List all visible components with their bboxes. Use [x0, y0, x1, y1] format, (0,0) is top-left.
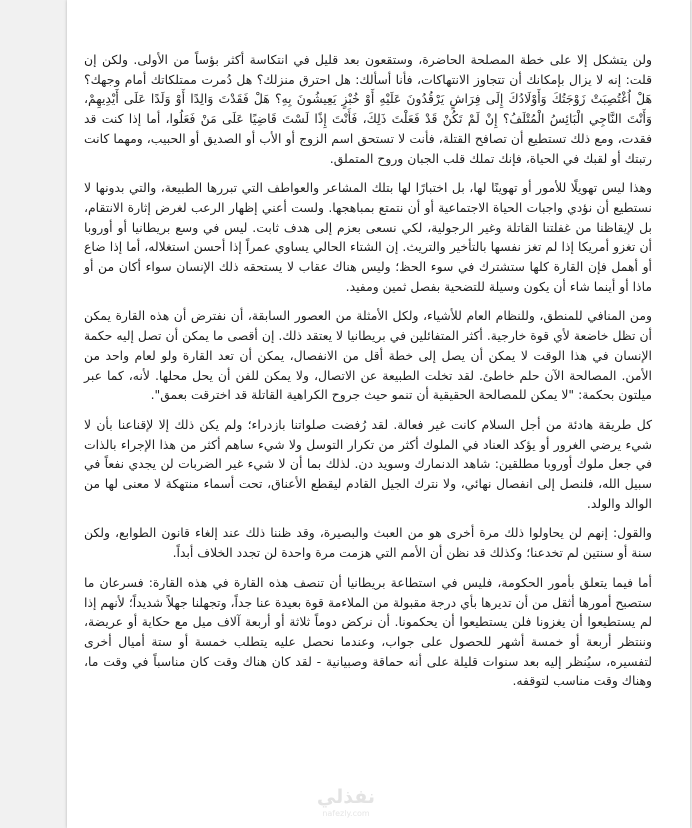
document-body	[84, 50, 652, 701]
watermark-logo: نفذلي	[316, 786, 376, 808]
paragraph: ومن المنافي للمنطق، وللنظام العام للأشياء، ولكل الأمثلة من العصور السابقة، أن نفترض أن هذه القارة يمكن أن تظل خاضعة لأي قوة خارجية. أكثر المتفائلين في بريطانيا لا يعتقد ذلك. إن أقصى ما يمكن أن تصل إليه حكمة الإنسان في هذا الوقت لا يمكن أن يصل إلى خطة أقل من الانفصال، يمكن أن تعد القارة ولو لعام واحد من الأمن. المصالحة الآن حلم خاطئ. لقد تخلت الطبيعة عن الاتصال، ولا يمكن للفن أن يحل محلها. لأنه، كما عبر ميلتون بحكمة: "لا يمكن للمصالحة الحقيقية أن تنمو حيث جروح الكراهية القاتلة قد اخترقت بعمق".	[84, 308, 652, 403]
paragraph: والقول: إنهم لن يحاولوا ذلك مرة أخرى هو من العبث والبصيرة، وقد ظننا ذلك عند إلغاء قانون الطوابع، ولكن سنة أو سنتين لم تخدعنا؛ وكذلك قد نظن أن الأمم التي هزمت مرة واحدة لن تجدد الخلاف أبداً.	[84, 525, 652, 561]
paragraph: كل طريقة هادئة من أجل السلام كانت غير فعالة. لقد رُفضت صلواتنا بازدراء؛ ولم يكن ذلك إلا لإقناعنا بأن لا شيء يرضي الغرور أو يؤكد العناد في الملوك أكثر من تكرار التوسل ولا شيء ساهم أكثر من هذا الإجراء بالذات في جعل ملوك أوروبا مطلقين: شاهد الدنمارك وسويد دن. لذلك بما أن لا شيء غير الضربات لن يجدي نفعاً في سبيل الله، فلنصل إلى انفصال نهائي، ولا نترك الجيل القادم ليقطع الأعناق، تحت أسماء منتهكة لا معنى لها من الوالد والولد.	[84, 416, 652, 511]
paragraph: وهذا ليس تهويلًا للأمور أو تهوينًا لها، بل اختبارًا لها بتلك المشاعر والعواطف التي تبررها الطبيعة، والتي بدونها لا نستطيع أن نؤدي واجبات الحياة الاجتماعية أو أن نتمتع بمباهجها. ولست أعني إظهار الرعب لغرض إثارة الانتقام، بل لإيقاظنا من غفلتنا القاتلة وغير الرجولية، لكي نسعى بعزم إلى هدف ثابت. ليس في وسع بريطانيا أو أوروبا أن تغزو أمريكا إذا لم تغز نفسها بالتأخير والتريث. إن الشتاء الحالي يساوي عمراً إذا أحسن استغلاله، أما إذا ضاع أو أهمل فإن القارة كلها ستشترك في سوء الحظ؛ وليس هناك عقاب لا يستحقه ذلك الإنسان سواء أكان من أو ماذا أو أينما شاء أن يكون وسيلة للتضحية بفصل ثمين ومفيد.	[84, 180, 652, 294]
paragraph: أما فيما يتعلق بأمور الحكومة، فليس في استطاعة بريطانيا أن تنصف هذه القارة في هذه القارة: فسرعان ما ستصبح أمورها أثقل من أن تديرها بأي درجة مقبولة من الملاءمة قوة بعيدة عنا جداً، وتجهلنا جهلاً شديداً؛ لأنهم إذا لم يستطيعوا أن يغزونا فلن يستطيعوا أن يحكمونا. أن نركض دوماً ثلاثة أو أربعة آلاف ميل مع حكاية أو عريضة، وننتظر أربعة أو خمسة أشهر للحصول على جواب، وعندما نحصل عليه يتطلب خمسة أو ستة أميال أخرى لتفسيره، سيُنظر إليه بعد سنوات قليلة على أنه حماقة وصبيانية - لقد كان هناك وقت كان مناسباً في وقت ما، وهناك وقت مناسب لتوقفه.	[84, 574, 652, 689]
paragraph: ولن يتشكل إلا على خطة المصلحة الحاضرة، وستقعون بعد قليل في انتكاسة أكثر بؤساً من الأولى. ولكن إن قلت: إنه لا يزال بإمكانك أن تتجاوز الانتهاكات، فأنا أسألك: هل احترق منزلك؟ هل دُمرت ممتلكاتك أمام وجهك؟ هَلْ اُغْتُصِبَتْ زَوْجَتُكَ وَأَوْلَادُكَ إِلَى فِرَاشٍ يَرْقُدُونَ عَلَيْهِ أَوْ خُبْزٍ يَعِيشُونَ بِهِ؟ هَلْ فَقَدْتَ وَالِدًا أَوْ وَلَدًا عَلَى أَيْدِيهِمْ، وَأَنْتَ النَّاجِي الْبَائِسُ الْمُتْلَفُ؟ إِنْ لَمْ تَكُنْ قَدْ فَعَلْتَ ذَلِكَ، فَأَنْتَ إِذًا لَسْتَ قَاضِيًا عَلَى مَنْ فَعَلُوا، أما إذا كنت قد فقدت، ومع ذلك تستطيع أن تصافح القتلة، فأنت لا تستحق اسم الزوج أو الأب أو الصديق أو الحبيب، ومهما كانت رتبتك أو لقبك في الحياة، فإنك تملك قلب الجبان وروح المتملق.	[84, 52, 652, 166]
watermark-url: nafezly.com	[322, 809, 370, 818]
watermark	[296, 785, 396, 825]
